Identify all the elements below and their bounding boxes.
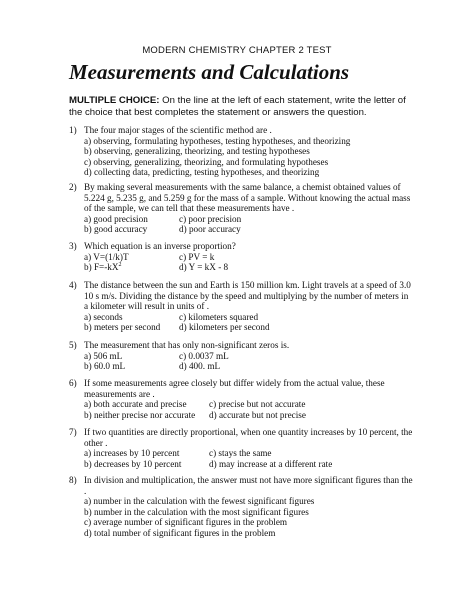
question-2 bbox=[69, 182, 414, 235]
question-number: 3) bbox=[69, 241, 77, 251]
option-a: a) both accurate and precise bbox=[84, 399, 187, 409]
option-a: a) number in the calculation with the fewest significant figures bbox=[84, 496, 315, 506]
instructions-label: MULTIPLE CHOICE: bbox=[69, 95, 160, 106]
question-3 bbox=[69, 241, 414, 273]
question-number: 2) bbox=[69, 182, 77, 192]
option-c: c) poor precision bbox=[179, 213, 242, 224]
instructions-text: On the line at the left of each statement, write the letter of the choice that best completes the statement or answers the question. bbox=[69, 95, 406, 118]
question-stem: The distance between the sun and Earth is 150 million km. Light travels at a speed of 3.0 10 s m/s. Dividing the distance by the speed and multiplying by the number of meters in a kilometer will result in units of . bbox=[84, 280, 411, 311]
question-stem: In division and multiplication, the answer must not have more significant figures than the . bbox=[84, 475, 413, 496]
option-b: b) decreases by 10 percent bbox=[84, 458, 182, 469]
question-stem: The measurement that has only non-significant zeros is. bbox=[84, 340, 290, 350]
question-6 bbox=[69, 378, 414, 420]
option-a: a) seconds bbox=[84, 311, 123, 322]
exponent: 2 bbox=[118, 261, 122, 268]
option-c: c) observing, generalizing, theorizing, and formulating hypotheses bbox=[84, 156, 329, 167]
option-c: c) kilometers squared bbox=[179, 311, 259, 322]
option-b: b) meters per second bbox=[84, 322, 161, 332]
option-d: d) kilometers per second bbox=[179, 322, 270, 332]
option-d: d) total number of significant figures in the problem bbox=[84, 527, 276, 538]
question-number: 6) bbox=[69, 378, 77, 388]
question-stem: By making several measurements with the same balance, a chemist obtained values of 5.224 g, 5.235 g, and 5.259 g for the mass of a sample. Without knowing the actual mass of the sample, we can tell that these measurements have . bbox=[84, 182, 411, 213]
option-c: c) stays the same bbox=[209, 448, 272, 458]
option-d: d) may increase at a different rate bbox=[209, 458, 333, 469]
question-7 bbox=[69, 427, 414, 469]
option-b: b) number in the calculation with the most significant figures bbox=[84, 506, 309, 517]
option-b: b) observing, generalizing, theorizing, and testing hypotheses bbox=[84, 146, 310, 156]
option-a: a) observing, formulating hypotheses, testing hypotheses, and theorizing bbox=[84, 135, 351, 146]
question-5 bbox=[69, 340, 414, 372]
option-c: c) 0.0037 mL bbox=[179, 350, 229, 361]
option-c: c) PV = k bbox=[179, 251, 215, 262]
option-b: b) good accuracy bbox=[84, 224, 148, 234]
option-c: c) precise but not accurate bbox=[209, 399, 306, 409]
page-title: Measurements and Calculations bbox=[69, 60, 350, 84]
option-b: b) F=-kX bbox=[84, 262, 119, 272]
question-stem: Which equation is an inverse proportion? bbox=[84, 241, 236, 251]
question-number: 1) bbox=[69, 125, 77, 135]
question-stem: The four major stages of the scientific method are . bbox=[84, 125, 272, 135]
question-1 bbox=[69, 125, 414, 178]
question-stem: If some measurements agree closely but differ widely from the actual value, these measurements are . bbox=[84, 378, 385, 399]
question-stem: If two quantities are directly proportional, when one quantity increases by 10 percent, the other . bbox=[84, 427, 413, 448]
option-b: b) neither precise nor accurate bbox=[84, 409, 196, 420]
question-number: 7) bbox=[69, 427, 77, 437]
question-number: 8) bbox=[69, 475, 77, 485]
option-b: b) 60.0 mL bbox=[84, 361, 126, 371]
option-a: a) 506 mL bbox=[84, 350, 123, 361]
question-number: 4) bbox=[69, 280, 77, 290]
question-8 bbox=[69, 475, 414, 538]
option-d: d) accurate but not precise bbox=[209, 409, 306, 420]
option-c: c) average number of significant figures in the problem bbox=[84, 517, 288, 527]
option-d: d) Y = kX - 8 bbox=[179, 262, 229, 272]
option-d: d) 400. mL bbox=[179, 361, 221, 371]
option-a: a) increases by 10 percent bbox=[84, 448, 180, 458]
test-header: MODERN CHEMISTRY CHAPTER 2 TEST bbox=[142, 45, 332, 56]
option-a: a) good precision bbox=[84, 213, 148, 224]
instructions bbox=[69, 95, 409, 118]
question-4 bbox=[69, 280, 414, 333]
question-number: 5) bbox=[69, 340, 77, 350]
option-d: d) poor accuracy bbox=[179, 224, 241, 234]
option-a: a) V=(1/k)T bbox=[84, 251, 129, 262]
option-d: d) collecting data, predicting, testing hypotheses, and theorizing bbox=[84, 167, 320, 177]
